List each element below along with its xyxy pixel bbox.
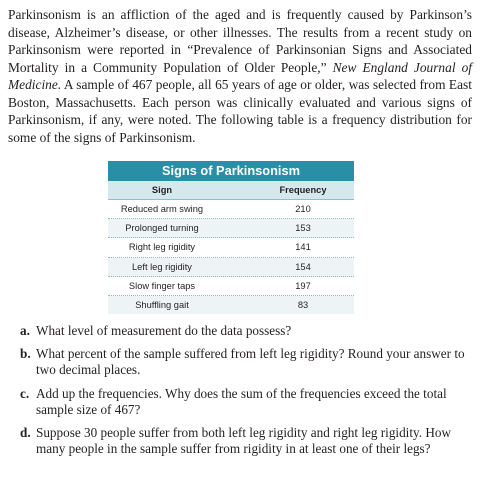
journal-title: New England Journal of Medicine. [8,59,472,92]
cell-frequency: 154 [295,261,311,272]
cell-sign: Slow finger taps [128,280,196,291]
question-label: d. [20,425,31,441]
cell-sign: Left leg rigidity [132,261,192,272]
table-title: Signs of Parkinsonism [108,161,354,181]
question-a [20,323,472,339]
question-b [20,346,472,378]
intro-paragraph [8,6,472,146]
header-frequency: Frequency [279,185,327,195]
question-label: a. [20,323,30,338]
question-text: What level of measurement do the data possess? [36,323,292,338]
question-d [20,425,472,457]
question-text: Add up the frequencies. Why does the sum of the frequencies exceed the total sample size of 467? [36,385,447,417]
table-row [108,219,354,238]
table-row [108,296,354,314]
table-row [108,238,354,257]
cell-frequency: 197 [295,280,311,291]
cell-frequency: 83 [297,299,309,310]
question-c [20,386,472,418]
cell-sign: Reduced arm swing [120,204,204,214]
cell-frequency: 153 [295,223,311,234]
question-label: b. [20,346,31,362]
table-header [108,181,354,200]
intro-text-2: A sample of 467 people, all 65 years of age or older, was selected from East Boston, Massachusetts. Each person was clinically evaluated and various signs of Parkinsonism, if any, were noted. The following table is a frequency distribution for some of the signs of Parkinsonism. [8,77,472,145]
cell-sign: Shuffling gait [135,299,189,310]
question-text: What percent of the sample suffered from left leg rigidity? Round your answer to two decimal places. [36,346,465,378]
table-row [108,277,354,296]
table-row [108,258,354,277]
question-list [20,323,472,464]
cell-frequency: 141 [295,242,311,253]
question-text: Suppose 30 people suffer from both left leg rigidity and right leg rigidity. How many people in the sample suffer from rigidity in at least one of their legs? [36,425,451,457]
cell-frequency: 210 [295,204,311,214]
header-sign: Sign [151,185,173,195]
cell-sign: Prolonged turning [125,223,199,234]
frequency-table [108,161,354,314]
cell-sign: Right leg rigidity [128,242,196,253]
question-label: c. [20,385,30,401]
table-row [108,200,354,219]
intro-text-1: Parkinsonism is an affliction of the aged and is frequently caused by Parkinson’s disease, Alzheimer’s disease, or other illnesses. The results from a recent study on Parkinsonism were reported in “Prevalence of Parkinsonian Signs and Associated Mortality in a Community Population of Older People,” [8,7,472,75]
